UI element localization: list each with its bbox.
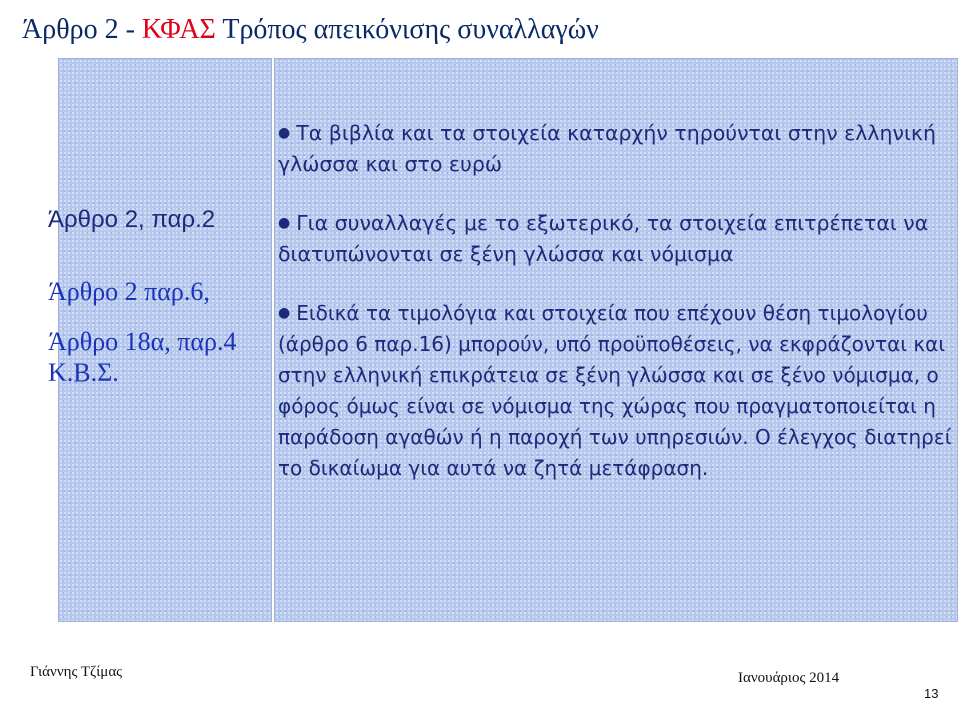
bullet-text-2: Για συναλλαγές με το εξωτερικό, τα στοιχεία επιτρέπεται να διατυπώνονται σε ξένη γλώσσα και νόμισμα [278,211,929,266]
title-accent: ΚΦΑΣ [141,14,216,45]
bullet-item-3 [278,298,954,484]
bullet-list [278,118,954,512]
bullet-text-1: Τα βιβλία και τα στοιχεία καταρχήν τηρούνται στην ελληνική γλώσσα και στο ευρώ [278,121,936,176]
reference-1: Άρθρο 2, παρ.2 [48,206,216,233]
title-suffix: Τρόπος απεικόνισης συναλλαγών [215,14,599,45]
bullet-item-1 [278,118,954,180]
legal-references [48,206,272,389]
reference-2: Άρθρο 2 παρ.6, [48,277,210,306]
title-prefix: Άρθρο 2 - [22,14,142,45]
footer-author: Γιάννης Τζίμας [30,664,123,680]
slide-title [22,14,942,46]
bullet-dot-icon: ● [278,125,291,141]
bullet-dot-icon: ● [278,215,291,231]
reference-3: Άρθρο 18α, παρ.4 Κ.Β.Σ. [48,326,237,388]
footer-date: Ιανουάριος 2014 [738,670,840,686]
page-number: 13 [924,686,939,701]
bullet-text-3: Ειδικά τα τιμολόγια και στοιχεία που επέχουν θέση τιμολογίου (άρθρο 6 παρ.16) μπορούν, υπό προϋποθέσεις, να εκφράζονται και στην ελληνική επικράτεια σε ξένη γλώσσα και σε ξένο νόμισμα, ο φόρος όμως είναι σε νόμισμα της χώρας που πραγματοποιείται η παράδοση αγαθών ή η παροχή των υπηρεσιών. Ο έλεγχος διατηρεί το δικαίωμα για αυτά να ζητά μετάφραση. [278,301,952,480]
bullet-item-2 [278,208,954,270]
bullet-dot-icon: ● [278,305,291,321]
